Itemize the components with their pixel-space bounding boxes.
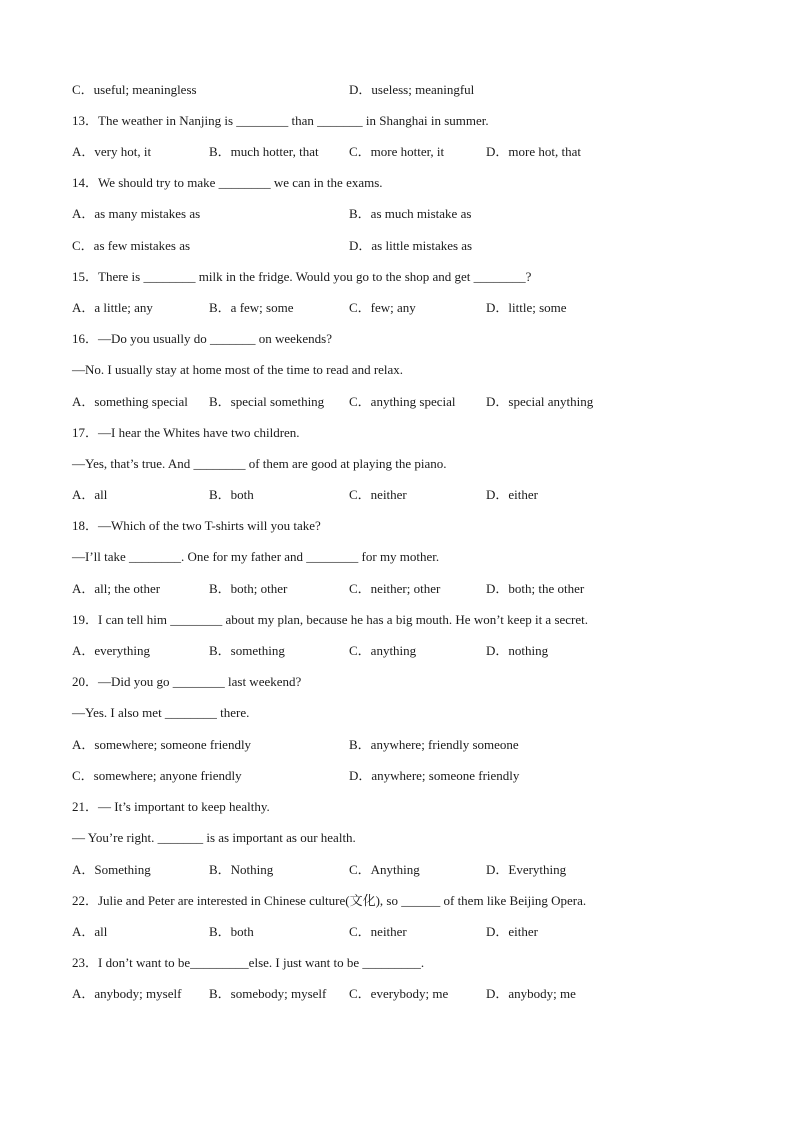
question-text: 16．—Do you usually do _______ on weekends?: [72, 331, 332, 346]
question-text: 13．The weather in Nanjing is ________ than _______ in Shanghai in summer.: [72, 113, 489, 128]
question-text: — You’re right. _______ is as important as our health.: [72, 830, 356, 845]
answer-option-b: D．as little mistakes as: [349, 238, 473, 253]
question-text: 22．Julie and Peter are interested in Chinese culture(文化), so ______ of them like Beijing Opera.: [72, 893, 587, 908]
answer-option-d: D．special anything: [486, 394, 594, 409]
answer-option-a: A．anybody; myself: [72, 986, 182, 1001]
answer-option-b: B．special something: [209, 394, 325, 409]
answer-option-b: B．both: [209, 487, 254, 502]
answer-option-a: A．a little; any: [72, 300, 153, 315]
answer-option-d: D．Everything: [486, 862, 567, 877]
question-text: —I’ll take ________. One for my father and ________ for my mother.: [72, 549, 440, 564]
answer-option-d: D．more hot, that: [486, 144, 581, 159]
answer-option-c: C．anything special: [349, 394, 456, 409]
answer-option-c: C．neither: [349, 924, 407, 939]
question-text: —Yes. I also met ________ there.: [72, 705, 250, 720]
answer-option-b: B．somebody; myself: [209, 986, 327, 1001]
answer-option-a: C．somewhere; anyone friendly: [72, 768, 242, 783]
answer-option-b: B．a few; some: [209, 300, 294, 315]
question-text: 19．I can tell him ________ about my plan, because he has a big mouth. He won’t keep it a secret.: [72, 612, 589, 627]
answer-option-b: D．anywhere; someone friendly: [349, 768, 520, 783]
answer-option-a: A．somewhere; someone friendly: [72, 737, 252, 752]
answer-option-d: D．little; some: [486, 300, 567, 315]
answer-option-a: C．useful; meaningless: [72, 82, 197, 97]
answer-option-b: B．something: [209, 643, 285, 658]
answer-option-d: D．either: [486, 487, 538, 502]
question-text: —Yes, that’s true. And ________ of them are good at playing the piano.: [72, 456, 447, 471]
answer-option-b: B．both: [209, 924, 254, 939]
answer-option-a: A．everything: [72, 643, 150, 658]
answer-option-b: B．much hotter, that: [209, 144, 319, 159]
answer-option-b: B．as much mistake as: [349, 206, 472, 221]
question-text: —No. I usually stay at home most of the time to read and relax.: [72, 362, 404, 377]
answer-option-d: D．either: [486, 924, 538, 939]
answer-option-c: C．anything: [349, 643, 417, 658]
answer-option-c: C．everybody; me: [349, 986, 449, 1001]
answer-option-a: A．as many mistakes as: [72, 206, 201, 221]
answer-option-c: C．neither; other: [349, 581, 441, 596]
answer-option-c: C．Anything: [349, 862, 420, 877]
answer-option-c: C．more hotter, it: [349, 144, 445, 159]
question-text: 21．— It’s important to keep healthy.: [72, 799, 270, 814]
question-text: 14．We should try to make ________ we can in the exams.: [72, 175, 383, 190]
answer-option-d: D．nothing: [486, 643, 549, 658]
answer-option-d: D．anybody; me: [486, 986, 576, 1001]
question-text: 17．—I hear the Whites have two children.: [72, 425, 300, 440]
answer-option-b: D．useless; meaningful: [349, 82, 475, 97]
answer-option-b: B．anywhere; friendly someone: [349, 737, 519, 752]
answer-option-a: A．all: [72, 487, 108, 502]
question-text: 20．—Did you go ________ last weekend?: [72, 674, 302, 689]
answer-option-b: B．Nothing: [209, 862, 274, 877]
answer-option-d: D．both; the other: [486, 581, 585, 596]
question-text: 23．I don’t want to be_________else. I just want to be _________.: [72, 955, 425, 970]
answer-option-c: C．neither: [349, 487, 407, 502]
question-text: 18．—Which of the two T-shirts will you take?: [72, 518, 321, 533]
question-text: 15．There is ________ milk in the fridge. Would you go to the shop and get ________?: [72, 269, 532, 284]
answer-option-c: C．few; any: [349, 300, 416, 315]
answer-option-a: C．as few mistakes as: [72, 238, 191, 253]
answer-option-a: A．all: [72, 924, 108, 939]
answer-option-a: A．all; the other: [72, 581, 161, 596]
answer-option-b: B．both; other: [209, 581, 288, 596]
answer-option-a: A．Something: [72, 862, 151, 877]
answer-option-a: A．something special: [72, 394, 188, 409]
answer-option-a: A．very hot, it: [72, 144, 152, 159]
